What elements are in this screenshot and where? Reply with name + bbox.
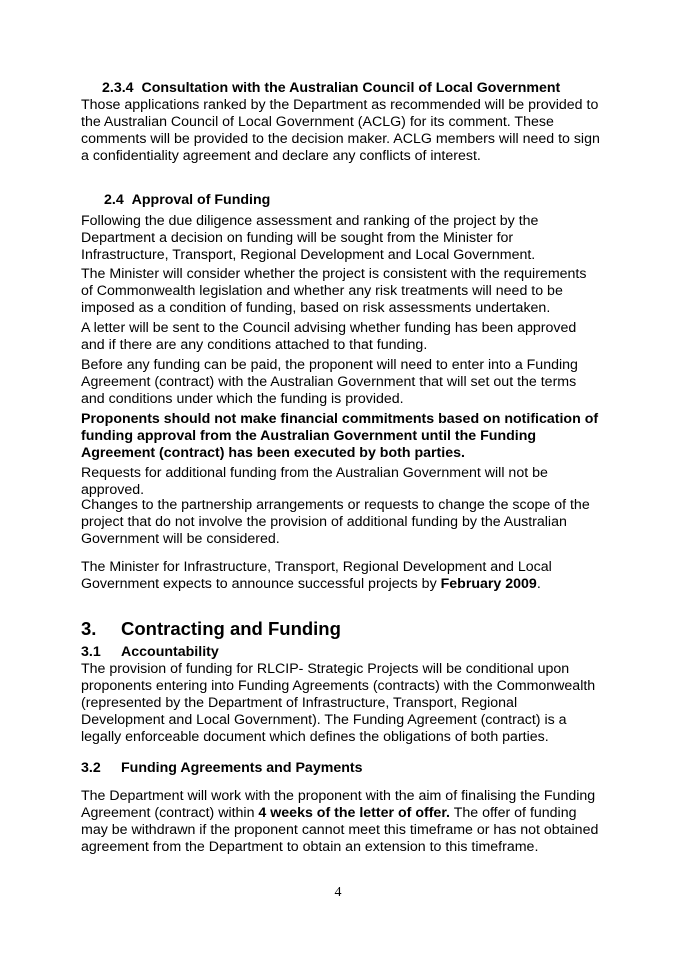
section-number: 2.3.4: [102, 80, 134, 96]
section-number: 3.1: [81, 644, 101, 660]
section-number: 2.4: [104, 192, 124, 208]
section-number: 3.: [81, 618, 97, 639]
approval-paragraph-6: Requests for additional funding from the Australian Government will not be approved.: [81, 465, 548, 498]
page-number: 4: [334, 885, 342, 900]
approval-warning-bold: Proponents should not make financial commitments based on notification of funding approval from the Australian Government until the Funding Agreement (contract) has been executed by both parties.: [81, 411, 599, 461]
timeframe-bold: 4 weeks of the letter of offer.: [258, 805, 451, 821]
paragraph-text: The Minister for Infrastructure, Transport, Regional Development and Local Government expects to announce successful projects by: [81, 559, 552, 592]
section-number: 3.2: [81, 760, 101, 776]
announcement-date: February 2009: [440, 576, 537, 592]
paragraph-text-end: The offer of funding may be withdrawn if the proponent cannot meet this timeframe or has not obtained agreement from the Department to obtain an extension to this timeframe.: [81, 805, 599, 855]
section-2-3-4-heading: [102, 80, 560, 97]
approval-paragraph-4: Before any funding can be paid, the proponent will need to enter into a Funding Agreement (contract) with the Australian Government that will set out the terms and conditions under which the funding is provided.: [81, 357, 578, 407]
section-3-heading: [81, 618, 341, 640]
section-3-1-paragraph: The provision of funding for RLCIP- Strategic Projects will be conditional upon proponents entering into Funding Agreements (contracts) with the Commonwealth (represented by the Department of Infrastructure, Transport, Regional Development and Local Government). The Funding Agreement (contract) is a legally enforceable document which defines the obligations of both parties.: [81, 661, 596, 745]
section-title: Funding Agreements and Payments: [121, 760, 363, 776]
section-title: Approval of Funding: [131, 192, 271, 208]
section-3-1-heading: [81, 644, 219, 661]
section-title: Accountability: [121, 644, 219, 660]
section-3-2-paragraph: [81, 788, 601, 856]
approval-paragraph-8: [81, 559, 601, 593]
section-2-3-4-paragraph: Those applications ranked by the Department as recommended will be provided to the Australian Council of Local Government (ACLG) for its comment. These comments will be provided to the decision maker. ACLG members will need to sign a confidentiality agreement and declare any conflicts of interest.: [81, 97, 600, 164]
paragraph-text: The Department will work with the proponent with the aim of finalising the Funding Agreement (contract) within: [81, 788, 596, 821]
approval-paragraph-7: Changes to the partnership arrangements or requests to change the scope of the project that do not involve the provision of additional funding by the Australian Government will be considered.: [81, 497, 590, 547]
section-title: Consultation with the Australian Council of Local Government: [141, 80, 561, 96]
section-2-4-heading: [104, 192, 270, 209]
section-title: Contracting and Funding: [121, 618, 341, 639]
paragraph-text-end: .: [536, 576, 541, 592]
approval-paragraph-3: A letter will be sent to the Council advising whether funding has been approved and if there are any conditions attached to that funding.: [81, 320, 577, 353]
section-3-2-heading: [81, 760, 363, 777]
approval-paragraph-1: Following the due diligence assessment and ranking of the project by the Department a decision on funding will be sought from the Minister for Infrastructure, Transport, Regional Development and Local Government.: [81, 213, 539, 263]
approval-paragraph-2: The Minister will consider whether the project is consistent with the requirements of Commonwealth legislation and whether any risk treatments will need to be imposed as a condition of funding, based on risk assessments undertaken.: [81, 266, 587, 316]
